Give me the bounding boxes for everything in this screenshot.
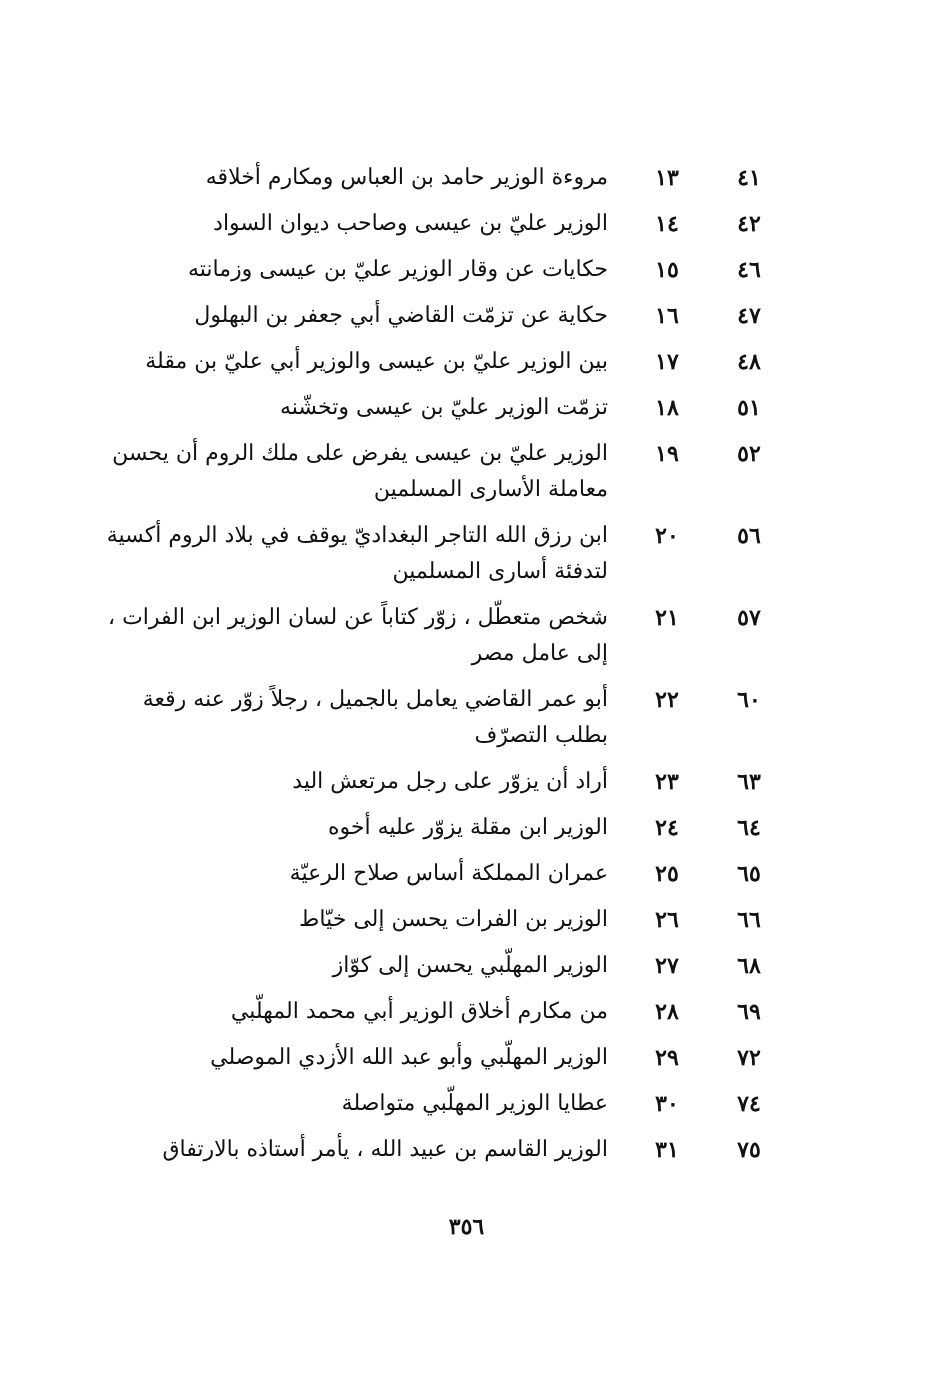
toc-title	[100, 1040, 616, 1076]
toc-entry	[100, 436, 780, 508]
toc-story-number: ١٤	[655, 211, 679, 237]
toc-page-number: ٥٢	[737, 441, 761, 467]
toc-page-number: ٦٠	[737, 687, 761, 713]
toc-story-number: ١٦	[655, 303, 679, 329]
toc-entry	[100, 206, 780, 242]
toc-title-line: عطايا الوزير المهلّبي متواصلة	[341, 1091, 608, 1116]
toc-page-number: ٦٣	[737, 769, 761, 795]
toc-entry	[100, 344, 780, 380]
toc-title	[100, 994, 616, 1030]
toc-story-number: ٢٣	[655, 769, 679, 795]
page-number: ٣٥٦	[448, 1214, 485, 1240]
toc-title-line: عمران المملكة أساس صلاح الرعيّة	[289, 861, 608, 886]
toc-page-number: ٧٤	[737, 1091, 761, 1117]
toc-title-line: الوزير ابن مقلة يزوّر عليه أخوه	[328, 815, 608, 840]
toc-story-number: ٢٢	[655, 687, 679, 713]
toc-title	[100, 344, 616, 380]
toc-title	[100, 206, 616, 242]
toc-entry	[100, 1040, 780, 1076]
toc-title-line: لتدفئة أسارى المسلمين	[392, 559, 608, 584]
toc-title	[100, 948, 616, 984]
toc-page-number: ٦٩	[737, 999, 761, 1025]
toc-title-line: الوزير بن الفرات يحسن إلى خيّاط	[299, 907, 608, 932]
toc-page-number: ٥٧	[737, 605, 761, 631]
toc-title	[100, 390, 616, 426]
toc-title	[100, 810, 616, 846]
toc-title-line: بين الوزير عليّ بن عيسى والوزير أبي عليّ بن مقلة	[145, 349, 608, 374]
toc-story-number: ١٧	[655, 349, 679, 375]
toc-title-line: أراد أن يزوّر على رجل مرتعش اليد	[292, 769, 608, 794]
toc-title	[100, 902, 616, 938]
toc-page-number: ٥١	[737, 395, 761, 421]
toc-story-number: ٢٨	[655, 999, 679, 1025]
toc-story-number: ٣٠	[655, 1091, 679, 1117]
toc-entry	[100, 682, 780, 754]
toc-entry	[100, 252, 780, 288]
toc-title-line: معاملة الأسارى المسلمين	[373, 477, 608, 502]
toc-story-number: ١٣	[655, 165, 679, 191]
toc-story-number: ١٥	[655, 257, 679, 283]
toc-story-number: ٢٧	[655, 953, 679, 979]
toc-story-number: ٣١	[655, 1137, 679, 1163]
toc-page-number: ٤٨	[737, 349, 761, 375]
toc-title-line: الوزير المهلّبي يحسن إلى كوّاز	[332, 953, 608, 978]
toc-entry	[100, 764, 780, 800]
toc-page-number: ٦٤	[737, 815, 761, 841]
toc-title-line: شخص متعطّل ، زوّر كتاباً عن لسان الوزير ابن الفرات ،	[108, 605, 608, 630]
toc-story-number: ١٨	[655, 395, 679, 421]
toc-title-line: حكايات عن وقار الوزير عليّ بن عيسى وزمانته	[188, 257, 608, 282]
toc-story-number: ٢٤	[655, 815, 679, 841]
toc-entry	[100, 518, 780, 590]
toc-title	[100, 1132, 616, 1168]
toc-title	[100, 600, 616, 672]
toc-title	[100, 682, 616, 754]
toc-title-line: تزمّت الوزير عليّ بن عيسى وتخشّنه	[279, 395, 608, 420]
toc-story-number: ٢١	[655, 605, 679, 631]
toc-entry	[100, 1086, 780, 1122]
toc-title-line: من مكارم أخلاق الوزير أبي محمد المهلّبي	[230, 999, 608, 1024]
toc-title	[100, 856, 616, 892]
toc-page-number: ٧٢	[737, 1045, 761, 1071]
toc-entry	[100, 600, 780, 672]
toc-entry	[100, 160, 780, 196]
toc-page-number: ٤٢	[737, 211, 761, 237]
toc-page-number: ٦٦	[737, 907, 761, 933]
toc-entry	[100, 298, 780, 334]
toc-title	[100, 298, 616, 334]
toc-title	[100, 436, 616, 508]
toc-title-line: حكاية عن تزمّت القاضي أبي جعفر بن البهلول	[194, 303, 608, 328]
toc-title-line: الوزير عليّ بن عيسى يفرض على ملك الروم أن يحسن	[112, 441, 608, 466]
toc-title-line: ابن رزق الله التاجر البغداديّ يوقف في بلاد الروم أكسية	[106, 523, 608, 548]
toc-page-number: ٥٦	[737, 523, 761, 549]
toc-entry	[100, 810, 780, 846]
toc-title	[100, 252, 616, 288]
toc-story-number: ٢٦	[655, 907, 679, 933]
toc-page-number: ٦٨	[737, 953, 761, 979]
toc-entry	[100, 948, 780, 984]
toc-title	[100, 160, 616, 196]
toc-entry	[100, 1132, 780, 1168]
toc-entry	[100, 902, 780, 938]
toc-page-number: ٤١	[737, 165, 761, 191]
toc-story-number: ١٩	[655, 441, 679, 467]
toc-title-line: الوزير المهلّبي وأبو عبد الله الأزدي الموصلي	[210, 1045, 608, 1070]
toc-title-line: الوزير عليّ بن عيسى وصاحب ديوان السواد	[213, 211, 608, 236]
toc-story-number: ٢٩	[655, 1045, 679, 1071]
toc-title	[100, 764, 616, 800]
toc-title-line: الوزير القاسم بن عبيد الله ، يأمر أستاذه بالارتفاق	[162, 1137, 608, 1162]
toc-story-number: ٢٥	[655, 861, 679, 887]
toc-entry	[100, 994, 780, 1030]
toc-title-line: مروءة الوزير حامد بن العباس ومكارم أخلاقه	[205, 165, 608, 190]
toc-title-line: بطلب التصرّف	[474, 723, 608, 748]
toc-page-number: ٧٥	[737, 1137, 761, 1163]
table-of-contents	[100, 160, 780, 1178]
toc-title	[100, 1086, 616, 1122]
toc-story-number: ٢٠	[655, 523, 679, 549]
toc-page-number: ٦٥	[737, 861, 761, 887]
toc-title-line: إلى عامل مصر	[471, 641, 608, 666]
toc-page-number: ٤٧	[737, 303, 761, 329]
toc-entry	[100, 856, 780, 892]
toc-entry	[100, 390, 780, 426]
toc-title	[100, 518, 616, 590]
toc-title-line: أبو عمر القاضي يعامل بالجميل ، رجلاً زوّر عنه رقعة	[142, 687, 608, 712]
toc-page-number: ٤٦	[737, 257, 761, 283]
